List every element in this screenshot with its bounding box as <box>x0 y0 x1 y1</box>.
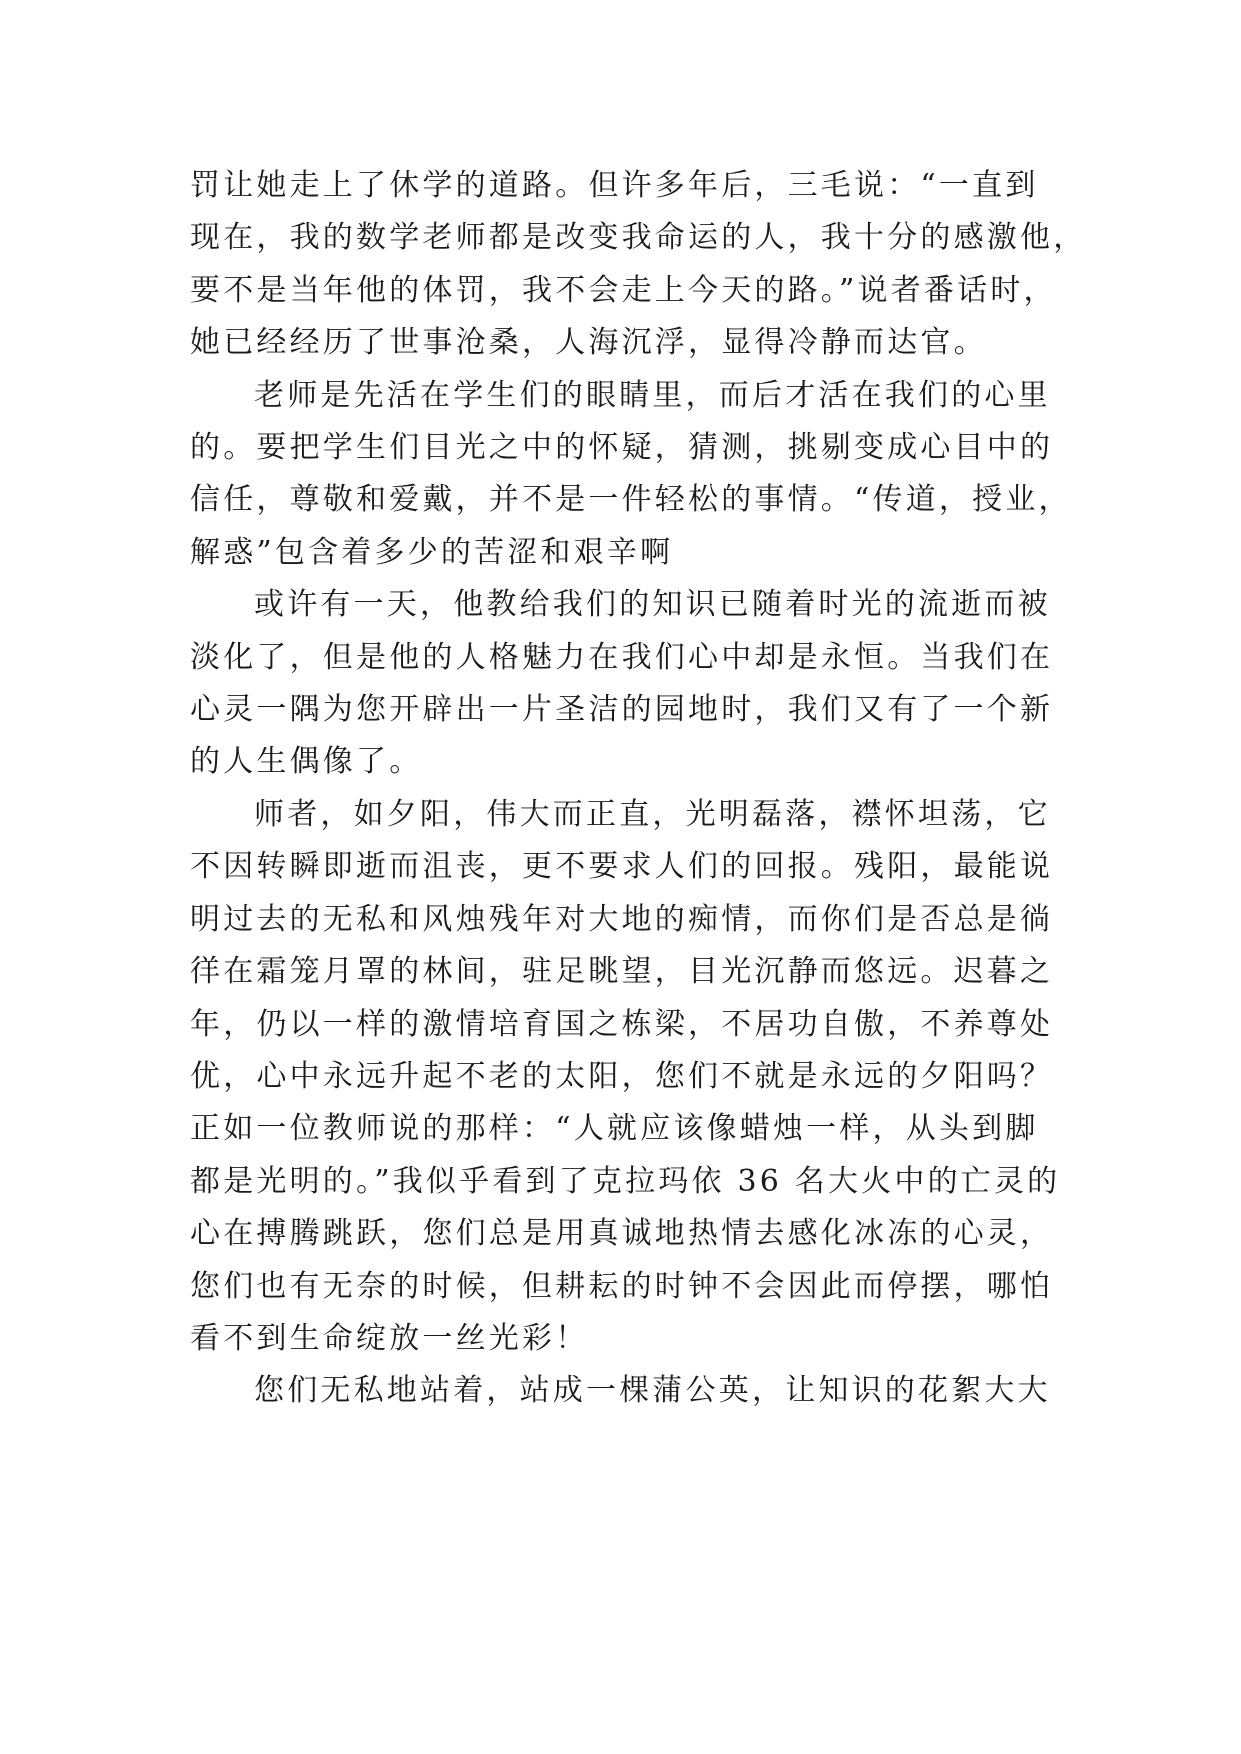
text-line: 老师是先活在学生们的眼睛里，而后才活在我们的心里 <box>254 377 1051 413</box>
text-line: 她已经经历了世事沧桑，人海沉浮，显得冷静而达官。 <box>190 325 987 361</box>
text-line: 您们也有无奈的时候，但耕耘的时钟不会因此而停摆，哪怕 <box>190 1268 1054 1304</box>
text-line: 要不是当年他的体罚，我不会走上今天的路。”说者番话时， <box>190 272 1057 308</box>
text-line: 罚让她走上了休学的道路。但许多年后，三毛说：“一直到 <box>190 168 1039 203</box>
text-line: 信任，尊敬和爱戴，并不是一件轻松的事情。“传道，授业， <box>190 482 1072 518</box>
paragraph <box>190 789 1060 1365</box>
text-line: 解惑”包含着多少的苦涩和艰辛啊 <box>190 534 674 570</box>
text-line: 都是光明的。”我似乎看到了克拉玛依 36 名大火中的亡灵的 <box>190 1163 1061 1199</box>
body-text <box>190 160 1087 1418</box>
text-line: 或许有一天，他教给我们的知识已随着时光的流逝而被 <box>254 587 1051 623</box>
text-line: 淡化了，但是他的人格魅力在我们心中却是永恒。当我们在 <box>190 639 1054 675</box>
text-line: 现在，我的数学老师都是改变我命运的人，我十分的感激他， <box>190 220 1087 256</box>
paragraph <box>190 579 1060 789</box>
paragraph <box>190 1365 1060 1417</box>
text-line: 不因转瞬即逝而沮丧，更不要求人们的回报。残阳，最能说 <box>190 849 1054 885</box>
text-line: 正如一位教师说的那样：“人就应该像蜡烛一样，从头到脚 <box>190 1111 1039 1147</box>
text-line: 师者，如夕阳，伟大而正直，光明磊落，襟怀坦荡，它 <box>254 796 1051 832</box>
text-line: 您们无私地站着，站成一棵蒲公英，让知识的花絮大大 <box>254 1373 1051 1409</box>
paragraph <box>190 370 1072 580</box>
text-line: 年，仍以一样的激情培育国之栋梁，不居功自傲，不养尊处 <box>190 1006 1054 1042</box>
text-line: 明过去的无私和风烛残年对大地的痴情，而你们是否总是徜 <box>190 901 1054 937</box>
text-line: 看不到生命绽放一丝光彩！ <box>190 1320 589 1356</box>
text-line: 徉在霜笼月罩的林间，驻足眺望，目光沉静而悠远。迟暮之 <box>190 954 1054 990</box>
text-line: 心在搏腾跳跃，您们总是用真诚地热情去感化冰冻的心灵， <box>190 1216 1054 1252</box>
text-line: 的。要把学生们目光之中的怀疑，猜测，挑剔变成心目中的 <box>190 430 1054 466</box>
text-line: 心灵一隅为您开辟出一片圣洁的园地时，我们又有了一个新 <box>190 692 1054 728</box>
paragraph <box>190 160 1087 370</box>
text-line: 优，心中永远升起不老的太阳，您们不就是永远的夕阳吗？ <box>190 1058 1054 1094</box>
text-line: 的人生偶像了。 <box>190 744 423 780</box>
